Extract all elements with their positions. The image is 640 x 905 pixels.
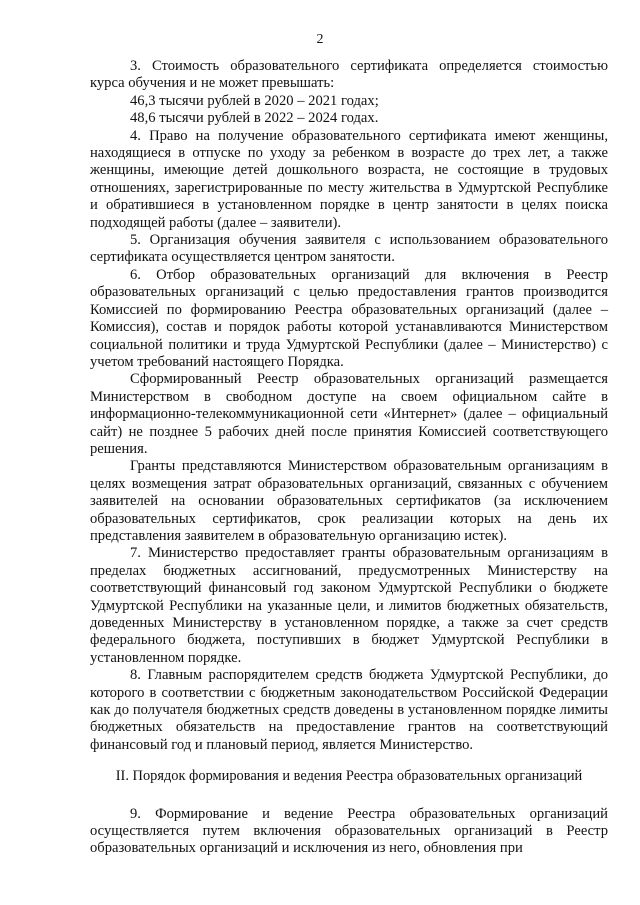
paragraph-amount-2022: 48,6 тысячи рублей в 2022 – 2024 годах. xyxy=(130,110,379,127)
paragraph-3: 3. Стоимость образовательного сертификата определяется стоимостью курса обучения и не может превышать: xyxy=(90,58,608,92)
paragraph-7: 7. Министерство предоставляет гранты образовательным организациям в пределах бюджетных ассигнований, предусмотренных Министерству на соответствующий финансовый год законом Удмуртской Республики о бюджете Удмуртской Республики на указанные цели, и лимитов бюджетных обязательств, доведенных Министерству в установленном порядке, а также за счет средств федерального бюджета, поступивших в бюджет Удмуртской Республики в установленном порядке. xyxy=(90,545,608,666)
paragraph-grants: Гранты представляются Министерством образовательным организациям в целях возмещения затрат образовательных организаций, связанных с обучением заявителей на основании образовательных сертификатов (за исключением образовательных сертификатов, срок реализации которых на день их представления заявителем в образовательную организацию истек). xyxy=(90,458,608,544)
paragraph-amount-2020: 46,3 тысячи рублей в 2020 – 2021 годах; xyxy=(130,92,379,109)
paragraph-5: 5. Организация обучения заявителя с использованием образовательного сертификата осуществляется центром занятости. xyxy=(90,232,608,266)
paragraph-registry-published: Сформированный Реестр образовательных организаций размещается Министерством в свободном доступе на своем официальном сайте в информационно-телекоммуникационной сети «Интернет» (далее – официальный сайт) не позднее 5 рабочих дней после принятия Комиссией соответствующего решения. xyxy=(90,371,608,457)
section-heading: II. Порядок формирования и ведения Реестра образовательных организаций xyxy=(115,768,583,785)
paragraph-6: 6. Отбор образовательных организаций для включения в Реестр образовательных организаций с целью предоставления грантов производится Комиссией по формированию Реестра образовательных организаций (далее – Комиссия), состав и порядок работы которой устанавливаются Министерством социальной политики и труда Удмуртской Республики (далее – Министерство) с учетом требований настоящего Порядка. xyxy=(90,266,608,370)
document-body xyxy=(90,58,608,858)
paragraph-9: 9. Формирование и ведение Реестра образовательных организаций осуществляется путем включения образовательных организаций в Реестр образовательных организаций и исключения из него, обновления при xyxy=(90,805,608,857)
paragraph-8: 8. Главным распорядителем средств бюджета Удмуртской Республики, до которого в соответствии с бюджетным законодательством Российской Федерации как до получателя бюджетных средств доведены в установленном порядке лимиты бюджетных обязательств на предоставление грантов на соответствующий финансовый год и плановый период, является Министерство. xyxy=(90,667,608,753)
page-number: 2 xyxy=(316,32,324,47)
paragraph-4: 4. Право на получение образовательного сертификата имеют женщины, находящиеся в отпуске по уходу за ребенком в возрасте до трех лет, а также женщины, имеющие детей дошкольного возраста, не состоящие в трудовых отношениях, зарегистрированные по месту жительства в Удмуртской Республике и обратившиеся в установленном порядке в центр занятости в целях поиска подходящей работы (далее – заявители). xyxy=(90,127,608,231)
